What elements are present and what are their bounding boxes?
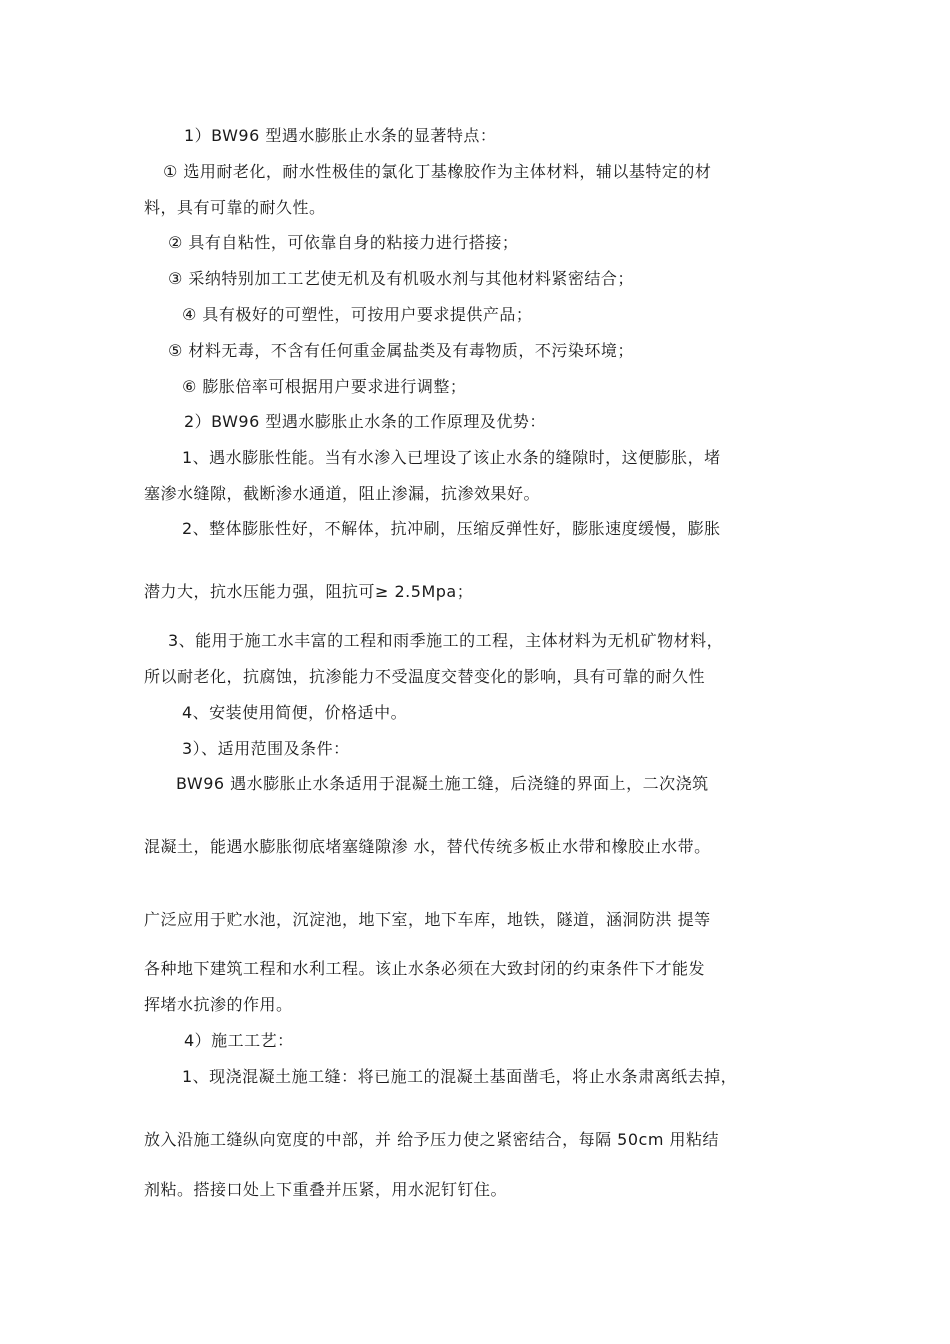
principle-1-line-2: 塞渗水缝隙，截断渗水通道，阻止渗漏，抗渗效果好。 xyxy=(144,484,541,503)
scope-line-1: BW96 遇水膨胀止水条适用于混凝土施工缝，后浇缝的界面上，二次浇筑 xyxy=(176,774,709,793)
feature-2: ② 具有自粘性，可依靠自身的粘接力进行搭接； xyxy=(168,233,519,252)
principle-3-line-1: 3、能用于施工水丰富的工程和雨季施工的工程，主体材料为无机矿物材料， xyxy=(168,631,724,650)
feature-1-line-2: 料，具有可靠的耐久性。 xyxy=(144,198,326,217)
scope-line-4: 各种地下建筑工程和水利工程。该止水条必须在大致封闭的约束条件下才能发 xyxy=(144,959,706,978)
heading-principle: 2）BW96 型遇水膨胀止水条的工作原理及优势： xyxy=(184,412,546,431)
scope-line-5: 挥堵水抗渗的作用。 xyxy=(144,995,293,1014)
principle-1-line-1: 1、遇水膨胀性能。当有水渗入已埋设了该止水条的缝隙时，这便膨胀，堵 xyxy=(182,448,721,467)
feature-5: ⑤ 材料无毒，不含有任何重金属盐类及有毒物质，不污染环境； xyxy=(168,341,634,360)
principle-4: 4、安装使用简便，价格适中。 xyxy=(182,703,408,722)
principle-2-line-1: 2、整体膨胀性好，不解体，抗冲刷，压缩反弹性好，膨胀速度缓慢，膨胀 xyxy=(182,519,721,538)
principle-3-line-2: 所以耐老化，抗腐蚀，抗渗能力不受温度交替变化的影响，具有可靠的耐久性 xyxy=(144,667,706,686)
heading-scope: 3）、适用范围及条件： xyxy=(182,739,350,758)
heading-features: 1）BW96 型遇水膨胀止水条的显著特点： xyxy=(184,126,497,145)
scope-line-3: 广泛应用于贮水池，沉淀池，地下室，地下车库，地铁，隧道，涵洞防洪 提等 xyxy=(144,910,711,929)
feature-6: ⑥ 膨胀倍率可根据用户要求进行调整； xyxy=(182,377,467,396)
feature-1-line-1: ① 选用耐老化，耐水性极佳的氯化丁基橡胶作为主体材料，辅以基特定的材 xyxy=(163,162,712,181)
scope-line-2: 混凝土，能遇水膨胀彻底堵塞缝隙渗 水，替代传统多板止水带和橡胶止水带。 xyxy=(144,837,711,856)
process-1-line-1: 1、现浇混凝土施工缝：将已施工的混凝土基面凿毛，将止水条肃离纸去掉， xyxy=(182,1067,738,1086)
heading-process: 4）施工工艺： xyxy=(184,1031,294,1050)
feature-4: ④ 具有极好的可塑性，可按用户要求提供产品； xyxy=(182,305,533,324)
process-1-line-2: 放入沿施工缝纵向宽度的中部，并 给予压力使之紧密结合，每隔 50cm 用粘结 xyxy=(144,1130,720,1149)
principle-2-line-2: 潜力大，抗水压能力强，阻抗可≥ 2.5Mpa； xyxy=(144,582,474,601)
feature-3: ③ 采纳特别加工工艺使无机及有机吸水剂与其他材料紧密结合； xyxy=(168,269,634,288)
process-1-line-3: 剂粘。搭接口处上下重叠并压紧，用水泥钉钉住。 xyxy=(144,1180,508,1199)
